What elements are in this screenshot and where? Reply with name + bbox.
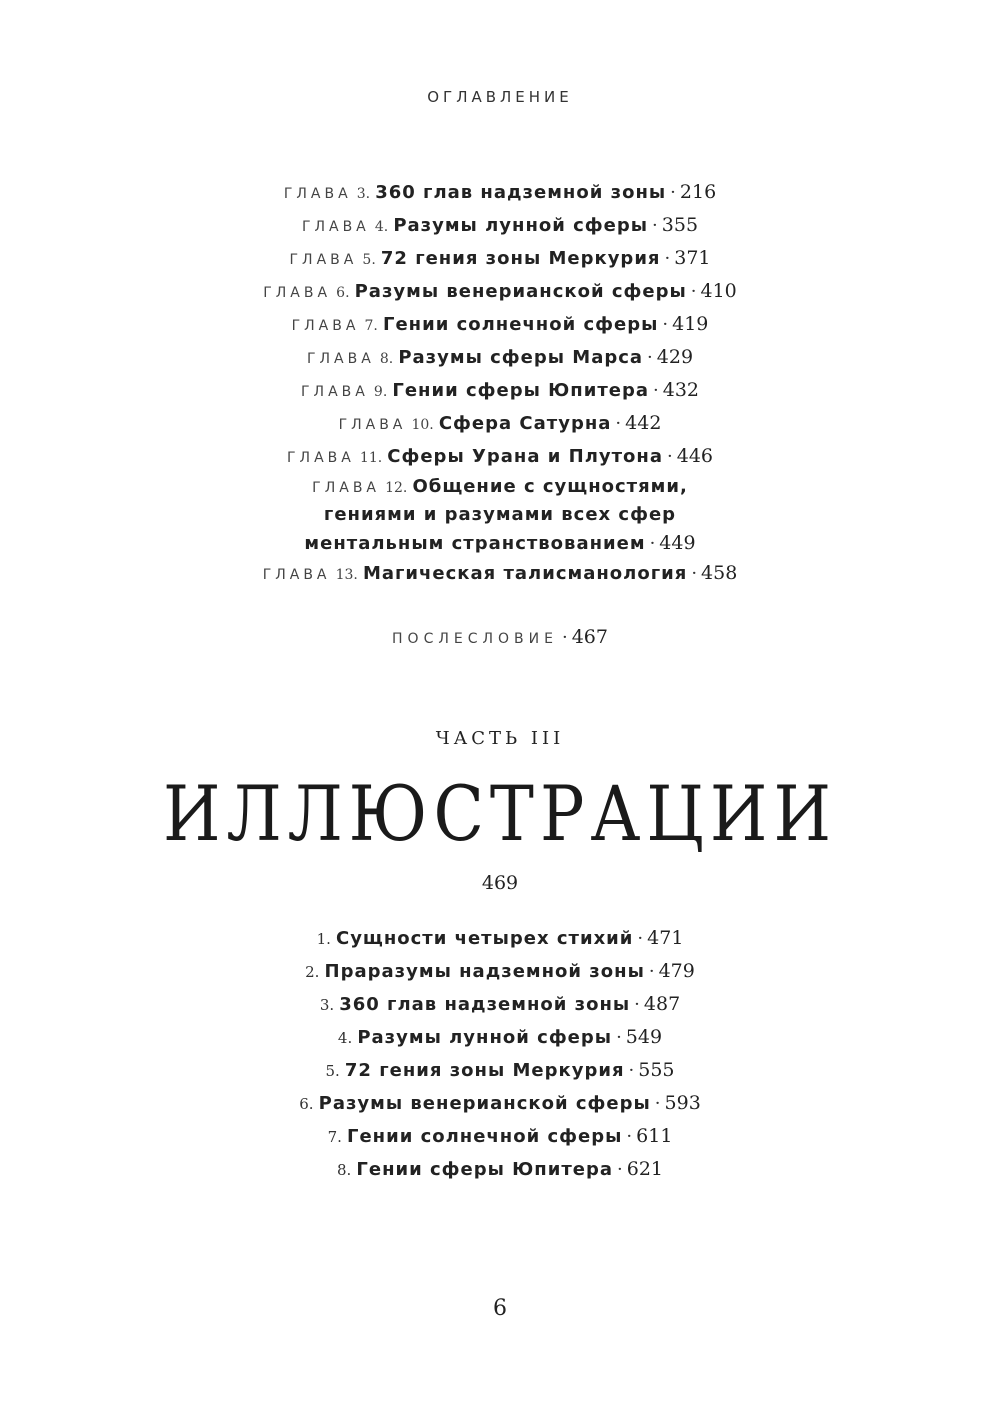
chapter-label: ГЛАВА <box>338 417 407 433</box>
illustration-entry <box>0 1153 1000 1186</box>
illustration-title: 360 глав надземной зоны <box>339 994 631 1015</box>
chapter-number: 8. <box>379 351 394 367</box>
toc-entry <box>0 176 1000 209</box>
separator-dot: · <box>654 1093 661 1114</box>
toc-entry <box>0 374 1000 407</box>
separator-dot: · <box>662 314 669 335</box>
illustration-page: 555 <box>638 1059 675 1081</box>
chapter-number: 7. <box>364 318 378 334</box>
illustration-page: 549 <box>625 1026 663 1048</box>
separator-dot: · <box>628 1060 635 1081</box>
chapter-page: 432 <box>662 379 699 401</box>
illustration-entry <box>0 922 1000 955</box>
chapter-title: Разумы сферы Марса <box>398 347 644 368</box>
illustration-number: 2. <box>305 963 320 981</box>
chapter-label: ГЛАВА <box>262 567 331 583</box>
toc-entry <box>0 440 1000 473</box>
illustration-number: 8. <box>336 1161 352 1179</box>
chapter-label: ГЛАВА <box>312 480 380 496</box>
illustration-page: 471 <box>647 927 684 949</box>
toc-entry <box>0 275 1000 308</box>
chapter-page: 216 <box>679 181 717 203</box>
separator-dot: · <box>616 1027 622 1048</box>
toc-entry <box>0 308 1000 341</box>
separator-dot: · <box>670 182 676 203</box>
illustration-title: 72 гения зоны Меркурия <box>344 1060 625 1081</box>
chapter-title: 360 глав надземной зоны <box>375 182 667 203</box>
chapter-label: ГЛАВА <box>301 219 370 235</box>
chapter-number: 13. <box>335 567 358 583</box>
chapter-page: 449 <box>659 532 696 554</box>
illustration-page: 479 <box>658 960 695 982</box>
illustration-page: 611 <box>636 1125 673 1147</box>
chapter-page: 446 <box>676 445 713 467</box>
afterword-label: ПОСЛЕСЛОВИЕ <box>392 631 558 647</box>
chapter-label: ГЛАВА <box>289 252 358 268</box>
table-of-contents <box>0 176 1000 590</box>
illustration-page: 487 <box>643 993 681 1015</box>
illustration-entry <box>0 1120 1000 1153</box>
illustration-number: 5. <box>325 1062 340 1080</box>
illustration-entry <box>0 988 1000 1021</box>
chapter-number: 10. <box>411 417 434 433</box>
illustration-number: 1. <box>316 930 331 948</box>
separator-dot: · <box>667 446 673 467</box>
toc-entry <box>0 209 1000 242</box>
separator-dot: · <box>615 413 622 434</box>
toc-entry <box>0 341 1000 374</box>
separator-dot: · <box>652 215 658 236</box>
separator-dot: · <box>561 627 568 648</box>
chapter-page: 442 <box>625 412 662 434</box>
page-number: 6 <box>493 1296 507 1321</box>
chapter-title: гениями и разумами всех сфер <box>323 504 677 525</box>
illustration-entry <box>0 1054 1000 1087</box>
chapter-page: 419 <box>672 313 709 335</box>
separator-dot: · <box>617 1159 623 1180</box>
separator-dot: · <box>626 1126 633 1147</box>
illustration-entry <box>0 1087 1000 1120</box>
illustration-title: Гении сферы Юпитера <box>356 1159 614 1180</box>
chapter-page: 429 <box>656 346 694 368</box>
separator-dot: · <box>691 563 698 584</box>
afterword-page: 467 <box>571 626 608 648</box>
illustration-number: 3. <box>319 996 335 1014</box>
separator-dot: · <box>649 533 656 554</box>
part-page-number: 469 <box>481 872 519 894</box>
separator-dot: · <box>647 347 653 368</box>
toc-entry <box>0 557 1000 590</box>
chapter-page: 410 <box>700 280 737 302</box>
chapter-number: 6. <box>336 285 350 301</box>
illustration-page: 593 <box>664 1092 701 1114</box>
illustrations-list <box>0 922 1000 1186</box>
chapter-label: ГЛАВА <box>291 318 360 334</box>
part-label: ЧАСТЬ III <box>435 728 565 749</box>
chapter-page: 355 <box>661 214 699 236</box>
chapter-label: ГЛАВА <box>301 384 369 400</box>
running-head: ОГЛАВЛЕНИЕ <box>427 88 573 106</box>
toc-entry <box>0 407 1000 440</box>
illustration-title: Сущности четырех стихий <box>335 928 634 949</box>
separator-dot: · <box>664 248 671 269</box>
chapter-title: Разумы лунной сферы <box>393 215 649 236</box>
chapter-number: 4. <box>374 219 389 235</box>
chapter-title: Гении солнечной сферы <box>382 314 659 335</box>
chapter-page: 458 <box>701 562 738 584</box>
separator-dot: · <box>690 281 697 302</box>
chapter-number: 5. <box>362 252 376 268</box>
chapter-title: Общение с сущностями, <box>412 476 688 497</box>
afterword-entry <box>0 626 1000 648</box>
chapter-label: ГЛАВА <box>306 351 375 367</box>
chapter-label: ГЛАВА <box>283 186 352 202</box>
toc-entry-line <box>0 501 1000 529</box>
illustration-number: 4. <box>337 1029 353 1047</box>
toc-entry <box>0 242 1000 275</box>
chapter-number: 11. <box>359 450 383 466</box>
illustration-page: 621 <box>626 1158 664 1180</box>
chapter-number: 3. <box>356 186 371 202</box>
illustration-title: Праразумы надземной зоны <box>324 961 645 982</box>
chapter-title: Магическая талисманология <box>362 563 688 584</box>
separator-dot: · <box>634 994 640 1015</box>
chapter-title: Гении сферы Юпитера <box>392 380 649 401</box>
chapter-title: Сфера Сатурна <box>438 413 612 434</box>
chapter-title: 72 гения зоны Меркурия <box>380 248 661 269</box>
illustration-title: Гении солнечной сферы <box>346 1126 623 1147</box>
chapter-title: Сферы Урана и Плутона <box>387 446 663 467</box>
toc-entry-line <box>0 473 1000 501</box>
illustration-entry <box>0 1021 1000 1054</box>
chapter-label: ГЛАВА <box>287 450 355 466</box>
toc-entry-line <box>0 529 1000 557</box>
illustration-number: 7. <box>327 1128 342 1146</box>
chapter-title: ментальным странствованием <box>304 533 646 554</box>
chapter-label: ГЛАВА <box>263 285 332 301</box>
illustration-entry <box>0 955 1000 988</box>
chapter-number: 12. <box>385 480 408 496</box>
illustration-number: 6. <box>299 1095 314 1113</box>
separator-dot: · <box>637 928 644 949</box>
part-title: ИЛЛЮСТРАЦИИ <box>162 770 838 859</box>
separator-dot: · <box>648 961 655 982</box>
illustration-title: Разумы венерианской сферы <box>318 1093 651 1114</box>
separator-dot: · <box>653 380 659 401</box>
chapter-title: Разумы венерианской сферы <box>354 281 687 302</box>
chapter-page: 371 <box>674 247 711 269</box>
chapter-number: 9. <box>373 384 388 400</box>
illustration-title: Разумы лунной сферы <box>357 1027 613 1048</box>
